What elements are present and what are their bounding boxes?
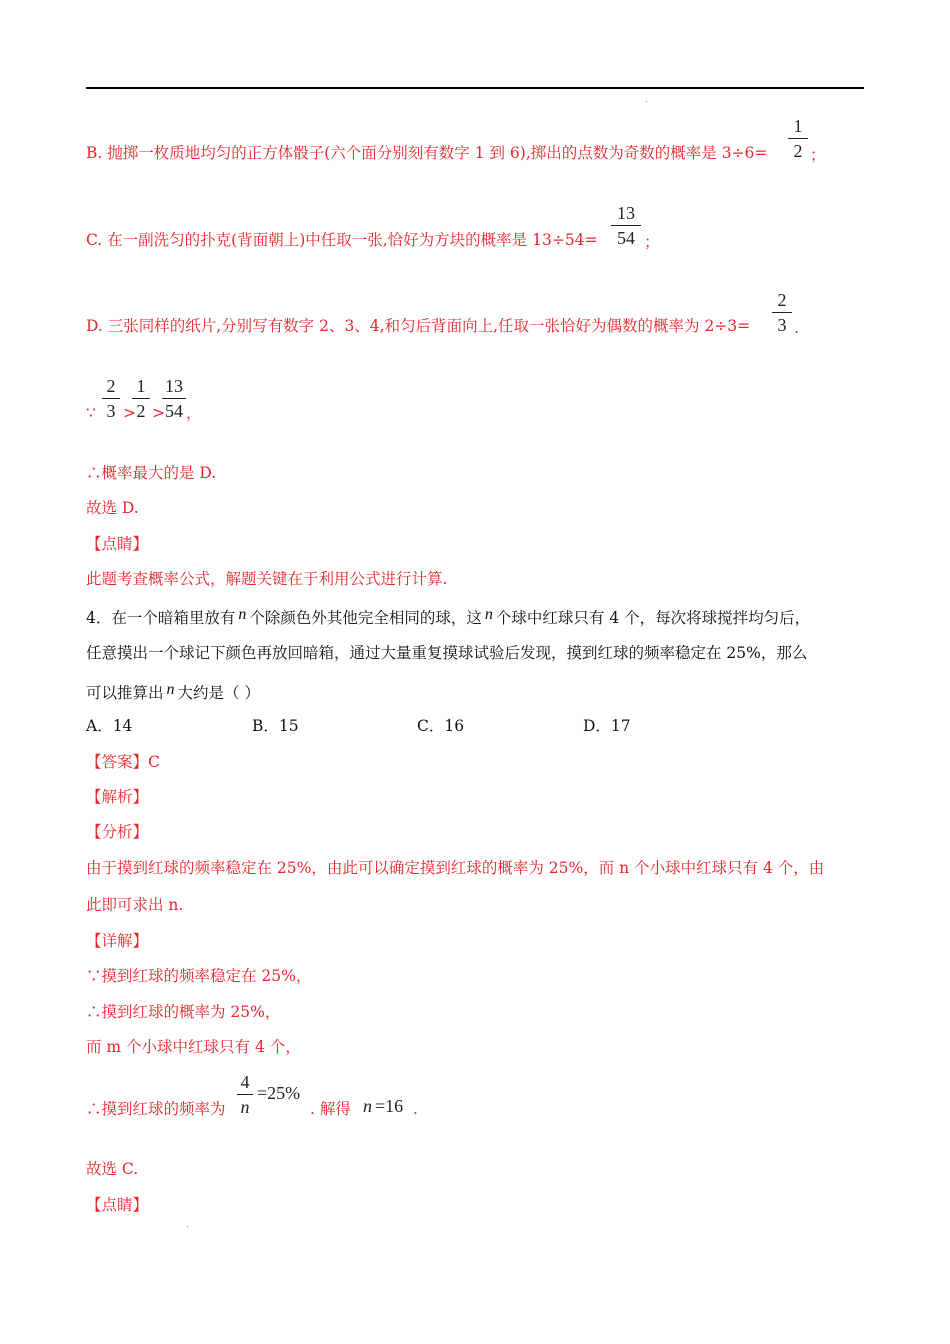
option-d-text bbox=[86, 316, 750, 336]
cmp-fraction-2-denominator: 2 bbox=[136, 401, 146, 421]
q4-line-3-a: 可以推算出 bbox=[86, 684, 164, 702]
q4-fraction-denominator: n bbox=[240, 1097, 250, 1117]
q4-step-4-end: . bbox=[413, 1100, 418, 1118]
q4-result-16: =16 bbox=[375, 1096, 404, 1116]
q4-choose-c: 故选 C. bbox=[86, 1160, 139, 1178]
fraction-b-bar bbox=[788, 138, 808, 139]
therefore-max-d: ∴概率最大的是 D. bbox=[86, 464, 217, 482]
fraction-b bbox=[788, 116, 808, 161]
cmp-fraction-3-bar bbox=[162, 398, 186, 399]
speck bbox=[187, 1226, 188, 1227]
cmp-fraction-1-denominator: 3 bbox=[106, 401, 116, 421]
q4-var-n-2: n bbox=[484, 606, 493, 623]
greater-than-2: > bbox=[152, 404, 165, 422]
fraction-b-denominator: 2 bbox=[793, 141, 803, 161]
q4-eq-25-percent: =25% bbox=[257, 1083, 301, 1103]
fraction-b-numerator: 1 bbox=[793, 116, 803, 136]
option-d-tail: . bbox=[794, 319, 799, 337]
summary-text-1: 此题考查概率公式，解题关键在于利用公式进行计算. bbox=[86, 570, 448, 588]
because-symbol: ∵ bbox=[86, 404, 96, 422]
cmp-fraction-3-denominator: 54 bbox=[165, 401, 183, 421]
q4-line-1-b: 个除颜色外其他完全相同的球，这 bbox=[249, 609, 482, 627]
q4-jiexi-heading: 【解析】 bbox=[86, 788, 149, 806]
option-b-tail: ； bbox=[810, 146, 826, 164]
speck bbox=[646, 101, 647, 102]
cmp-fraction-3 bbox=[162, 376, 186, 421]
q4-line-1-c: 个球中红球只有 4 个，每次将球搅拌均匀后， bbox=[495, 609, 811, 627]
fraction-d bbox=[772, 290, 792, 335]
fraction-d-bar bbox=[772, 312, 792, 313]
q4-line-3 bbox=[86, 680, 260, 703]
option-b-body: B. 抛掷一枚质地均匀的正方体骰子(六个面分别刻有数字 1 到 6),掷出的点数为奇数的概率是 3÷6= bbox=[86, 144, 768, 162]
q4-step-4-a: ∴摸到红球的频率为 bbox=[86, 1100, 226, 1118]
q4-option-c: C．16 bbox=[417, 717, 465, 735]
q4-fraction-bar bbox=[237, 1094, 253, 1095]
option-c-tail: ； bbox=[644, 233, 660, 251]
q4-step-1: ∵摸到红球的频率稳定在 25%， bbox=[86, 967, 312, 985]
header-rule bbox=[86, 87, 864, 89]
cmp-fraction-1 bbox=[102, 376, 120, 421]
q4-option-a: A．14 bbox=[86, 717, 133, 735]
q4-xiangjie-heading: 【详解】 bbox=[86, 932, 149, 950]
option-d-body: D. 三张同样的纸片,分别写有数字 2、3、4,和匀后背面向上,任取一张恰好为偶数的概率为 2÷3= bbox=[86, 317, 751, 335]
cmp-fraction-2-numerator: 1 bbox=[136, 376, 146, 396]
cmp-tail: ， bbox=[186, 404, 202, 422]
q4-fraction-numerator: 4 bbox=[240, 1072, 250, 1092]
q4-line-1-a: 4．在一个暗箱里放有 bbox=[86, 609, 236, 627]
q4-analysis-line-2: 此即可求出 n. bbox=[86, 896, 184, 914]
q4-step-2: ∴摸到红球的概率为 25%， bbox=[86, 1003, 281, 1021]
q4-step-4-b: . 解得 bbox=[310, 1100, 351, 1118]
q4-answer: 【答案】C bbox=[86, 753, 160, 771]
dianjing-heading-1: 【点睛】 bbox=[86, 535, 149, 553]
q4-line-3-b: 大约是（ ） bbox=[177, 684, 260, 702]
cmp-fraction-2 bbox=[132, 376, 150, 421]
option-b-text bbox=[86, 143, 767, 163]
q4-step-3: 而 m 个小球中红球只有 4 个， bbox=[86, 1038, 301, 1056]
cmp-fraction-1-numerator: 2 bbox=[106, 376, 116, 396]
q4-dianjing-heading: 【点睛】 bbox=[86, 1196, 149, 1214]
option-c-body: C. 在一副洗匀的扑克(背面朝上)中任取一张,恰好为方块的概率是 13÷54= bbox=[86, 231, 598, 249]
q4-fraction-4-over-n bbox=[237, 1072, 253, 1117]
q4-analysis-line-1: 由于摸到红球的频率稳定在 25%，由此可以确定摸到红球的概率为 25%，而 n 个小球中红球只有 4 个，由 bbox=[86, 859, 825, 877]
q4-line-2: 任意摸出一个球记下颜色再放回暗箱，通过大量重复摸球试验后发现，摸到红球的频率稳定在 25%，那么 bbox=[86, 644, 808, 662]
fraction-c-denominator: 54 bbox=[617, 228, 635, 248]
fraction-d-numerator: 2 bbox=[777, 290, 787, 310]
q4-var-n-result: n bbox=[363, 1096, 372, 1116]
choose-d: 故选 D. bbox=[86, 499, 139, 517]
greater-than-1: > bbox=[123, 404, 136, 422]
fraction-c bbox=[611, 203, 641, 248]
q4-option-b: B．15 bbox=[252, 717, 299, 735]
q4-var-n-1: n bbox=[238, 606, 247, 623]
cmp-fraction-2-bar bbox=[132, 398, 150, 399]
cmp-fraction-1-bar bbox=[102, 398, 120, 399]
q4-option-d: D．17 bbox=[583, 717, 631, 735]
fraction-c-numerator: 13 bbox=[617, 203, 635, 223]
option-c-text bbox=[86, 230, 598, 250]
cmp-fraction-3-numerator: 13 bbox=[165, 376, 183, 396]
q4-line-1 bbox=[86, 605, 810, 628]
q4-fenxi-heading: 【分析】 bbox=[86, 823, 149, 841]
fraction-c-bar bbox=[611, 225, 641, 226]
q4-var-n-3: n bbox=[166, 681, 175, 698]
fraction-d-denominator: 3 bbox=[777, 315, 787, 335]
